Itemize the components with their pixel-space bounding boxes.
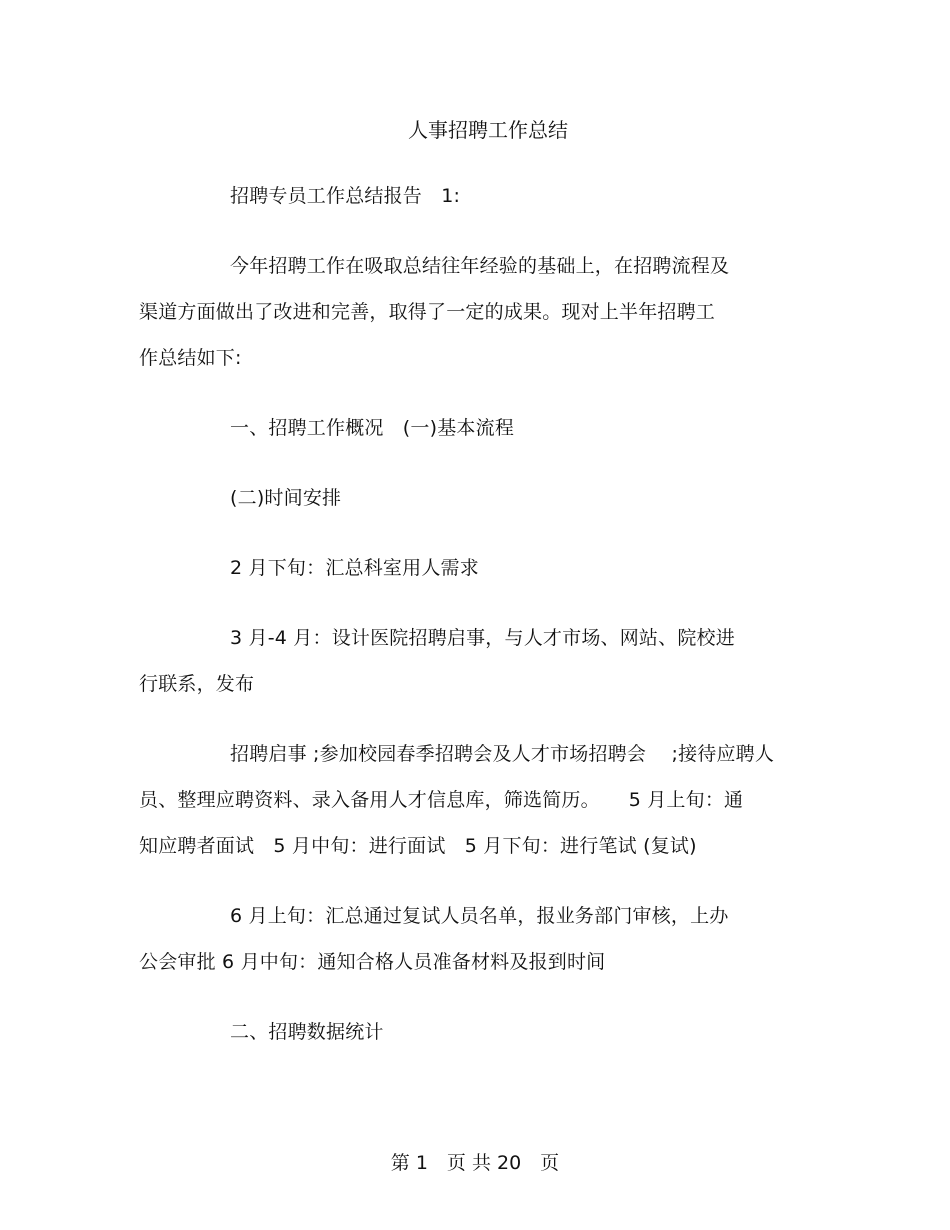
- paragraph-line: 公会审批 6 月中旬：通知合格人员准备材料及报到时间: [139, 951, 606, 973]
- subsection-heading-schedule: (二)时间安排: [230, 487, 342, 509]
- page-number-footer: 第 1 页 共 20 页: [390, 1152, 560, 1174]
- paragraph-line: 6 月上旬：汇总通过复试人员名单，报业务部门审核，上办: [230, 905, 729, 927]
- paragraph-line: 招聘启事 ;参加校园春季招聘会及人才市场招聘会 ;接待应聘人: [230, 743, 775, 765]
- paragraph-line-report-heading: 招聘专员工作总结报告 1:: [230, 185, 461, 207]
- section-heading-overview: 一、招聘工作概况 (一)基本流程: [230, 417, 515, 439]
- paragraph-line: 知应聘者面试 5 月中旬：进行面试 5 月下旬：进行笔试 (复试): [139, 835, 697, 857]
- section-heading-statistics: 二、招聘数据统计: [230, 1021, 384, 1043]
- paragraph-line: 渠道方面做出了改进和完善，取得了一定的成果。现对上半年招聘工: [139, 301, 716, 323]
- paragraph-line: 行联系，发布: [139, 673, 255, 695]
- paragraph-line: 作总结如下:: [139, 347, 242, 369]
- schedule-item: 2 月下旬：汇总科室用人需求: [230, 557, 479, 579]
- document-title: 人事招聘工作总结: [408, 118, 568, 142]
- schedule-item: 3 月-4 月：设计医院招聘启事，与人才市场、网站、院校进: [230, 627, 735, 649]
- paragraph-line: 今年招聘工作在吸取总结往年经验的基础上，在招聘流程及: [230, 255, 730, 277]
- paragraph-line: 员、整理应聘资料、录入备用人才信息库，筛选简历。 5 月上旬：通: [139, 789, 744, 811]
